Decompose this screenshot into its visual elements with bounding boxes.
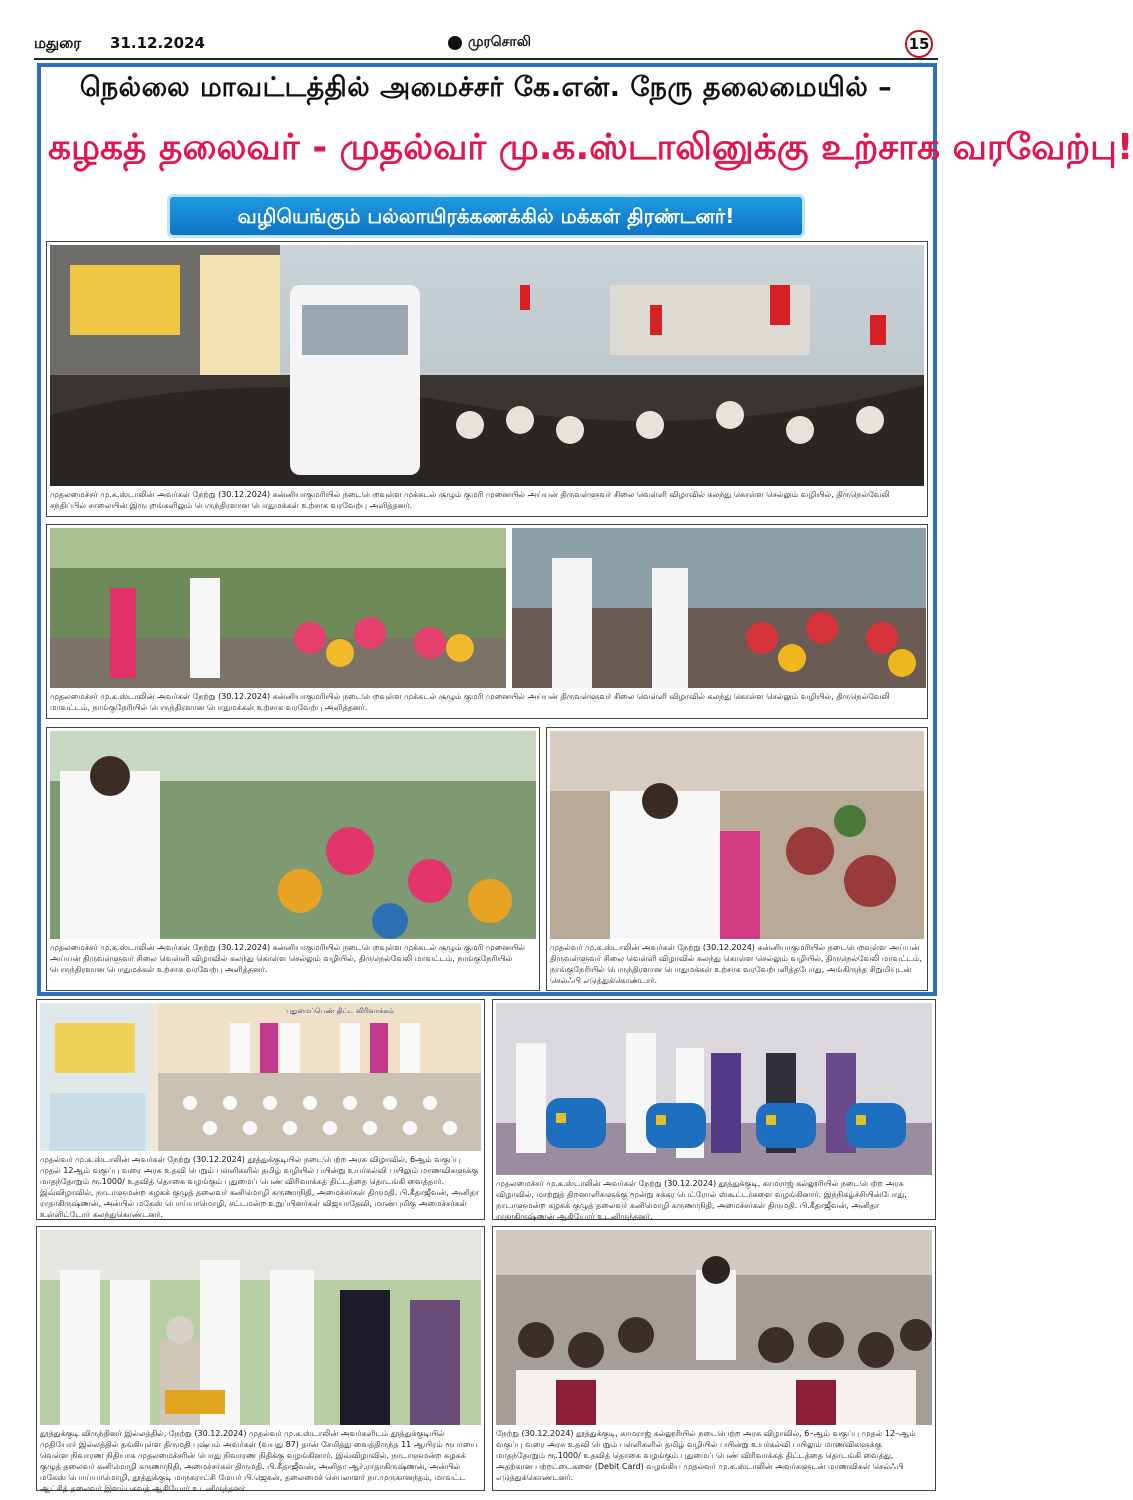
headline-main: கழகத் தலைவர் - முதல்வர் மு.க.ஸ்டாலினுக்கு உற்சாக வரவேற்பு!: [48, 127, 1133, 168]
photo-flood-relief-donation: [40, 1230, 481, 1425]
photo4-cell: [546, 727, 928, 991]
photo-cm-selfie-girl: [550, 731, 924, 939]
page-number: 15: [905, 30, 933, 58]
masthead-small: [448, 34, 531, 52]
headline-top: நெல்லை மாவட்டத்தில் அமைச்சர் கே.என். நேரு தலைமையில் –: [79, 72, 893, 103]
photo-students-selfie: [496, 1230, 932, 1425]
panel2-cell: [492, 999, 936, 1220]
photo2-caption: முதலமைச்சர் மு.க.ஸ்டாலின் அவர்கள் நேற்று (30.12.2024) கன்னியாகுமரியில் நடைபெறவுள்ள முக்கடல் சூழும் குமரி முனையில் அய்யன் திருவள்ளுவர் சிலை வெள்ளி விழாவில் கலந்து கொள்ள செல்லும் வழியில், திருநெல்வேலி மாவட்டம், நாங்குநேரியில் பெருந்திரளான பொதுமக்கள் உற்சாக வரவேற்பு அளித்தனர்.: [50, 692, 890, 712]
photo-pudhumai-penn-stage: [40, 1003, 481, 1151]
photo-walk-greeting-right: [512, 528, 926, 688]
photo3-cell: [46, 727, 540, 991]
subheadline-banner: வழியெங்கும் பல்லாயிரக்கணக்கில் மக்கள் திரண்டனர்!: [170, 197, 802, 235]
panel2-caption: முதலமைச்சர் மு.க.ஸ்டாலின் அவர்கள் நேற்று (30.12.2024) தூத்துக்குடி, காமராஜ் கல்லூரியில் நடைபெற்ற அரசு விழாவில், மாற்றுத் திறனாளிகளுக்கு மூன்று சக்கர பெட்ரோல் ஸ்கூட்டர்களை வழங்கினார். இந்நிகழ்ச்சியின்போது, நாடாளுமன்ற கழகக் குழுத் தலைவர் கனிமொழி கருணாநிதி, அமைச்சர்கள் திருமதி. பி.கீதாஜீவன், அனிதா ராதாகிருஷ்ணன் ஆகியோர் உடனிருந்தனர்.: [496, 1179, 907, 1221]
paper-logo-icon: [448, 36, 462, 50]
photo-walk-greeting-left: [50, 528, 506, 688]
photo4-caption: முதல்வர் மு.க.ஸ்டாலின் அவர்கள் நேற்று (30.12.2024) கன்னியாகுமரியில் நடைபெறவுள்ள அய்யன் திருவள்ளுவர் சிலை வெள்ளி விழாவில் கலந்து கொள்ள செல்லும் வழியில், திருநெல்வேலி மாவட்டம், நாங்குநேரியில் பெருந்திரளான பொதுமக்கள் உற்சாக வரவேற்பளித்தபோது, அங்கிருந்த சிறுமியுடன் செல்ஃபி எடுத்துக்கொண்டார்.: [550, 943, 922, 985]
panel1-cell: [36, 999, 485, 1220]
panel1-stage-banner: புதுமைப்பெண் திட்ட விரிவாக்கம்: [286, 1007, 394, 1015]
photo1-cell: [46, 241, 928, 517]
panel1-caption: முதல்வர் மு.க.ஸ்டாலின் அவர்கள் நேற்று (30.12.2024) தூத்துக்குடியில் நடைபெற்ற அரசு விழாவில், 6ஆம் வகுப்பு முதல் 12ஆம் வகுப்பு வரை அரசு உதவி பெறும் பள்ளிகளில் தமிழ் வழியில் பயின்று உயர்கல்வி பயிலும் மாணவிகளுக்கு மாதந்தோறும் ரூ.1000/ உதவித் தொகை வழங்கும் புதுமைப் பெண் விரிவாக்கத் திட்டத்தை தொடங்கி வைத்தார். இவ்விழாவில், நாடாளுமன்ற கழகக் குழுத் தலைவர் கனிமொழி கருணாநிதி, அமைச்சர்கள் திருமதி. பி.கீதாஜீவன், அனிதா ராதாகிருஷ்ணன், அன்பில் மகேஸ் பொய்யாமொழி, சட்டமன்ற உறுப்பினர்கள் விஜயாதேவி, மாண்புமிகு அமைச்சர்கள் உள்ளிட்டோர் கலந்துகொண்டனர்.: [40, 1155, 480, 1219]
photo1-caption: முதலமைச்சர் மு.க.ஸ்டாலின் அவர்கள் நேற்று (30.12.2024) கன்னியாகுமரியில் நடைபெறவுள்ள முக்கடல் சூழும் குமரி முனையில் அய்யன் திருவள்ளுவர் சிலை வெள்ளி விழாவில் கலந்து கொள்ள செல்லும் வழியில், திருநெல்வேலி சந்திப்பில் சாலையின் இருபுறங்களிலும் பெருந்திரளான பொதுமக்கள் உற்சாக வரவேற்பு அளித்தனர்.: [50, 490, 890, 510]
issue-date: 31.12.2024: [110, 34, 205, 52]
panel4-caption: நேற்று (30.12.2024) தூத்துக்குடி, காமராஜ் கல்லூரியில் நடைபெற்ற அரசு விழாவில், 6–ஆம் வகுப்பு முதல் 12–ஆம் வகுப்பு வரை அரசு உதவி பெறும் பள்ளிகளில் தமிழ் வழியில் பயின்று உயர்கல்வி பயிலும் மாணவிகளுக்கு மாதந்தோறும் ரூ.1000/ உதவித் தொகை வழங்கும் புதுமைப் பெண் விரிவாக்கத் திட்டத்தை தொடங்கி வைத்து, அதற்கான பற்றட்டைகளை (Debit Card) வழங்கிய முதல்வர் மு.க.ஸ்டாலின் அவர்களுடன் மாணவிகள் செல்ஃபி எடுத்துக்கொண்டனர்.: [496, 1429, 916, 1482]
panel3-cell: [36, 1226, 485, 1491]
header-rule: [34, 58, 938, 60]
photo-crowd-motorcade: [50, 245, 924, 486]
photo-cm-waving-crowd: [50, 731, 536, 939]
panel3-caption: தூத்துக்குடி விருந்தினர் இல்லத்தில், நேற்று (30.12.2024) முதல்வர் மு.க.ஸ்டாலின் அவர்களிடம் தூத்துக்குடியில் முதியோர் இல்லத்தில் தங்கியுள்ள திருமதி புஷ்பம் அவர்கள் (வயது 87) தான் சேமித்து வைத்திருந்த 11 ஆயிரம் ரூபாயை வெள்ள நிவாரண நிதியாக முதலமைச்சரின் பொது நிவாரண நிதிக்கு வழங்கினார். இவ்விழாவில், நாடாளுமன்ற கழகக் குழுத் தலைவர் கனிமொழி கருணாநிதி, அமைச்சர்கள் திருமதி. பி.கீதாஜீவன், அனிதா ஆர்.ராதாகிருஷ்ணன், அன்பில் மகேஸ் பொய்யாமொழி, தூத்துக்குடி மாநகராட்சி மேயர் பி.ஜெகன், தலைமைச் செயலாளர் நா.முருகானந்தம், மாவட்ட ஆட்சித் தலைவர் இளம்பகவத் ஆகியோர் உடனிருந்தனர்.: [40, 1429, 478, 1493]
photo-scooter-distribution: [496, 1003, 932, 1175]
photo2-cell: [46, 524, 928, 719]
paper-name: முரசொலி: [468, 34, 531, 50]
photo3-caption: முதலமைச்சர் மு.க.ஸ்டாலின் அவர்கள் நேற்று (30.12.2024) கன்னியாகுமரியில் நடைபெறவுள்ள முக்கடல் சூழும் குமரி முனையில் அய்யன் திருவள்ளுவர் சிலை வெள்ளி விழாவில் கலந்து கொள்ள செல்லும் வழியில், திருநெல்வேலி மாவட்டம், நாங்குநேரியில் பெருந்திரளான பொதுமக்கள் உற்சாக வரவேற்பு அளித்தனர்.: [50, 943, 525, 974]
edition-city: மதுரை: [34, 34, 82, 52]
panel4-cell: [492, 1226, 936, 1491]
